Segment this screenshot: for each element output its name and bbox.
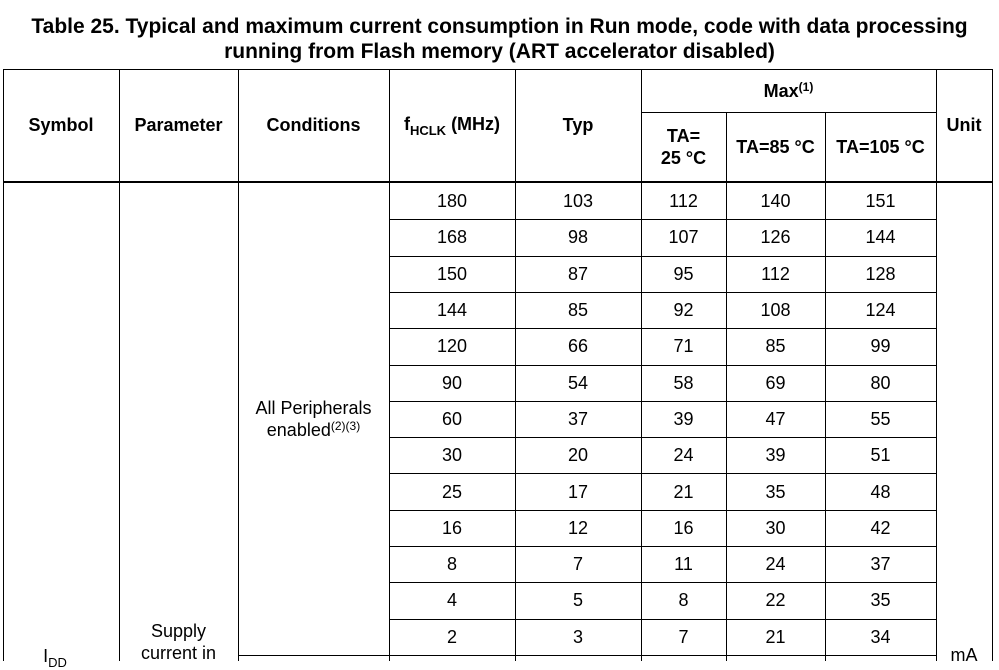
cell-typ: 37 [567, 408, 589, 429]
header-max [641, 69, 936, 112]
header-ta85 [726, 113, 825, 181]
symbol-text [43, 645, 67, 669]
header-max-label: Max [763, 80, 799, 101]
cell-f: 90 [441, 372, 463, 393]
cell-f: 8 [446, 554, 457, 575]
header-typ-text: Typ [562, 115, 594, 135]
cell-f: 25 [441, 481, 463, 502]
cell-max105: 48 [870, 481, 891, 502]
cell-max85: 108 [760, 300, 791, 321]
cell-max85: 35 [765, 481, 786, 502]
header-ta25-line2: 25 °C [660, 148, 707, 168]
symbol-main: I [43, 646, 49, 666]
table-title-line1: Table 25. Typical and maximum current consumption in Run mode, code with data processing [31, 15, 968, 38]
cell-max105: 51 [870, 445, 891, 466]
header-symbol-text: Symbol [28, 115, 94, 135]
cell-typ: 3 [572, 626, 583, 647]
parameter-line2: current in [140, 643, 217, 663]
conditions-line2-text: enabled [266, 420, 331, 440]
cell-f: 144 [436, 300, 468, 321]
cell-max25: 16 [673, 517, 694, 538]
header-ta85-text: TA=85 °C [736, 137, 815, 157]
cell-max25: 11 [674, 554, 693, 575]
cell-f: 2 [446, 626, 457, 647]
cell-max25: 7 [678, 626, 689, 647]
header-fhclk-f: f [403, 114, 410, 134]
cell-max85: 21 [765, 626, 786, 647]
cell-max25: 24 [673, 445, 694, 466]
cell-f: 168 [436, 227, 468, 248]
cell-typ: 98 [567, 227, 589, 248]
conditions-line2 [267, 419, 360, 441]
cell-max105: 42 [870, 517, 891, 538]
header-ta105 [825, 113, 936, 181]
cell-max105: 144 [865, 227, 896, 248]
cell-max85: 112 [761, 263, 790, 284]
cell-max85: 22 [765, 590, 786, 611]
unit-text: mA [950, 645, 978, 665]
header-conditions-text: Conditions [266, 115, 361, 135]
cell-typ: 7 [572, 554, 583, 575]
parameter-line1: Supply [150, 621, 207, 641]
cell-max85: 126 [760, 227, 791, 248]
conditions-footnote: (2)(3) [330, 419, 361, 433]
cell-f: 180 [436, 191, 468, 212]
cell-max85: 85 [765, 336, 786, 357]
row-separator [238, 655, 936, 656]
cell-max25: 39 [673, 408, 694, 429]
symbol-cell [3, 645, 119, 669]
cell-max25: 95 [673, 263, 694, 284]
cell-max25: 58 [673, 372, 694, 393]
cell-f: 150 [436, 263, 468, 284]
cell-typ: 17 [567, 481, 589, 502]
cell-max105: 151 [865, 191, 896, 212]
cell-typ: 12 [567, 517, 589, 538]
header-fhclk-unit: (MHz) [446, 114, 501, 134]
cell-max85: 69 [765, 372, 786, 393]
col-border-right [992, 69, 993, 661]
cell-f: 60 [441, 408, 463, 429]
cell-max25: 112 [669, 191, 698, 212]
cell-max105: 128 [865, 263, 896, 284]
header-ta25-line1: TA= [666, 126, 701, 146]
header-max-text [764, 80, 814, 102]
header-unit [936, 69, 992, 181]
header-max-footnote: (1) [798, 79, 814, 94]
cell-typ: 87 [567, 263, 589, 284]
cell-max85: 30 [765, 517, 786, 538]
symbol-sub: DD [48, 655, 67, 670]
cell-f: 120 [436, 336, 468, 357]
table-title-line2: running from Flash memory (ART accelerator disabled) [224, 40, 775, 63]
header-parameter-text: Parameter [134, 115, 223, 135]
cell-max25: 92 [673, 300, 694, 321]
cell-f: 4 [446, 590, 457, 611]
cell-max85: 39 [765, 445, 786, 466]
cell-max25: 71 [673, 336, 694, 357]
cell-typ: 54 [567, 372, 589, 393]
conditions-line1: All Peripherals [255, 398, 372, 418]
cell-max85: 47 [765, 408, 786, 429]
header-typ [515, 69, 641, 181]
cell-max85: 24 [765, 554, 786, 575]
header-ta25 [641, 113, 726, 181]
cell-typ: 20 [567, 445, 589, 466]
cell-max105: 37 [870, 554, 891, 575]
cell-max85: 140 [760, 191, 791, 212]
cell-max25: 21 [673, 481, 694, 502]
cell-typ: 66 [567, 336, 589, 357]
cell-max25: 8 [678, 590, 689, 611]
header-parameter [119, 69, 238, 181]
header-unit-text: Unit [946, 115, 982, 135]
conditions-cell [238, 396, 389, 442]
parameter-cell [119, 620, 238, 664]
cell-f: 16 [441, 517, 463, 538]
unit-cell [936, 643, 992, 667]
cell-max105: 34 [870, 626, 891, 647]
cell-max105: 55 [870, 408, 891, 429]
cell-typ: 5 [572, 590, 583, 611]
header-fhclk-text [404, 113, 500, 137]
cell-max105: 99 [870, 336, 891, 357]
cell-typ: 85 [567, 300, 589, 321]
header-symbol [3, 69, 119, 181]
header-fhclk-sub: HCLK [409, 123, 447, 138]
header-conditions [238, 69, 389, 181]
header-fhclk [389, 69, 515, 181]
cell-f: 30 [441, 445, 463, 466]
cell-max25: 107 [668, 227, 699, 248]
cell-max105: 35 [870, 590, 891, 611]
cell-max105: 124 [865, 300, 896, 321]
cell-typ: 103 [562, 191, 594, 212]
cell-max105: 80 [870, 372, 891, 393]
header-ta105-text: TA=105 °C [836, 137, 925, 157]
